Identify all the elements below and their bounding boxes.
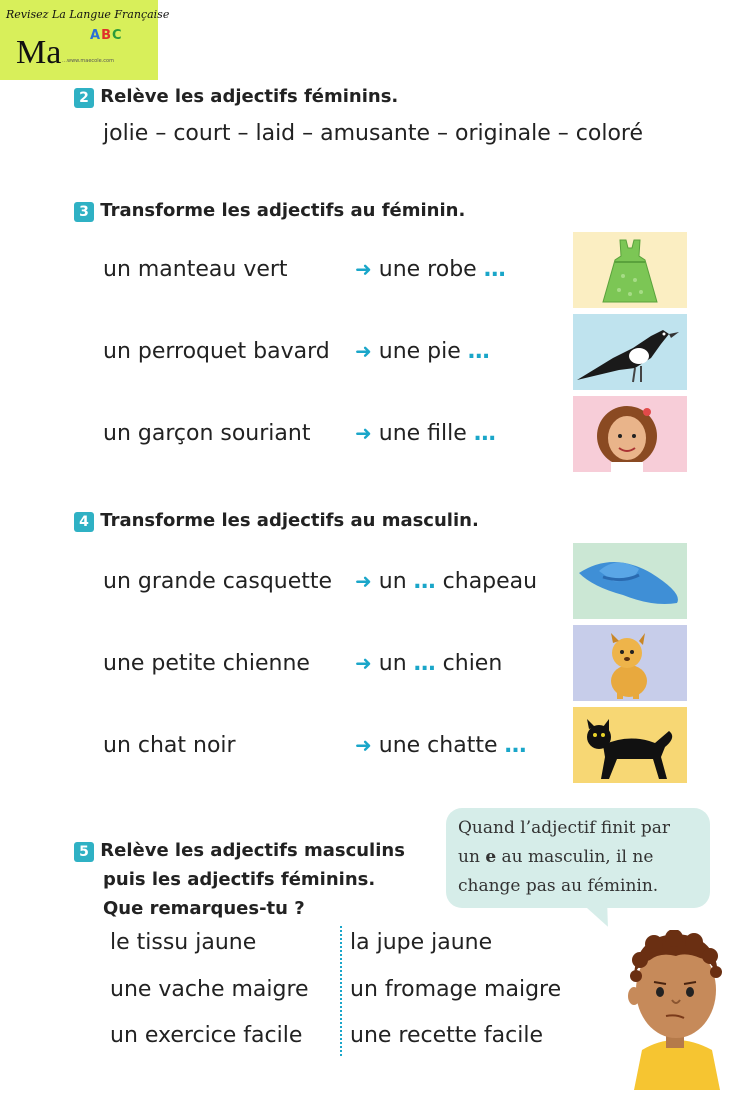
smiling-girl-illustration	[573, 396, 687, 472]
blank-dots: …	[413, 569, 436, 594]
exercise-3-row-2-right	[355, 339, 490, 364]
logo-abc-c: C	[111, 28, 123, 43]
exercise-5-right-3: une recette facile	[350, 1023, 544, 1048]
column-separator	[340, 926, 342, 1056]
answer-prefix: un	[378, 651, 407, 676]
arrow-right-icon: ➜	[355, 733, 372, 757]
exercise-2-title: Relève les adjectifs féminins.	[100, 86, 399, 107]
answer-suffix: chien	[442, 651, 503, 676]
exercise-5-left-3: un exercice facile	[110, 1023, 303, 1048]
exercise-5-title-line-1: Relève les adjectifs masculins	[100, 840, 405, 861]
exercise-3-row-3-left: un garçon souriant	[103, 421, 311, 446]
exercise-3-title: Transforme les adjectifs au féminin.	[100, 200, 466, 221]
bubble-line-3: change pas au féminin.	[458, 876, 659, 896]
logo-abc	[90, 28, 123, 43]
logo-abc-a: A	[90, 28, 102, 43]
exercise-3-row-2-left: un perroquet bavard	[103, 339, 330, 364]
bubble-line-2-bold: e	[485, 847, 497, 867]
black-cat-illustration	[573, 707, 687, 783]
exercise-2-number: 2	[74, 88, 94, 108]
answer-prefix: un	[378, 569, 407, 594]
exercise-4-heading	[74, 510, 479, 532]
magpie-illustration	[573, 314, 687, 390]
exercise-4-row-2-left: une petite chienne	[103, 651, 310, 676]
boy-illustration	[620, 930, 730, 1090]
speech-bubble	[446, 808, 710, 908]
exercise-3-heading	[74, 200, 465, 222]
answer-suffix: chapeau	[442, 569, 538, 594]
bubble-line-1: Quand l’adjectif finit par	[458, 818, 671, 838]
answer-prefix: une pie	[378, 339, 461, 364]
blank-dots: …	[483, 257, 506, 282]
blank-dots: …	[473, 421, 496, 446]
arrow-right-icon: ➜	[355, 651, 372, 675]
exercise-3-row-1-left: un manteau vert	[103, 257, 288, 282]
green-dress-illustration	[573, 232, 687, 308]
arrow-right-icon: ➜	[355, 339, 372, 363]
exercise-4-row-3-right	[355, 733, 527, 758]
exercise-4-row-1-left: un grande casquette	[103, 569, 333, 594]
exercise-4-number: 4	[74, 512, 94, 532]
exercise-3-number: 3	[74, 202, 94, 222]
puppy-illustration	[573, 625, 687, 701]
blank-dots: …	[413, 651, 436, 676]
exercise-4-title: Transforme les adjectifs au masculin.	[100, 510, 479, 531]
arrow-right-icon: ➜	[355, 421, 372, 445]
exercise-4-row-1-right	[355, 569, 537, 594]
logo-abc-b: B	[101, 28, 112, 43]
exercise-5-right-2: un fromage maigre	[350, 977, 562, 1002]
exercise-5-title-line-2: puis les adjectifs féminins.	[103, 869, 376, 890]
exercise-5-left-2: une vache maigre	[110, 977, 309, 1002]
answer-prefix: une robe	[378, 257, 477, 282]
bubble-line-2	[458, 843, 698, 872]
exercise-5-title-line-3: Que remarques-tu ?	[103, 898, 305, 919]
exercise-5-left-1: le tissu jaune	[110, 930, 257, 955]
exercise-5-heading	[74, 836, 405, 923]
exercise-4-row-3-left: un chat noir	[103, 733, 236, 758]
blue-hat-illustration	[573, 543, 687, 619]
arrow-right-icon: ➜	[355, 257, 372, 281]
exercise-2-heading	[74, 86, 398, 108]
blank-dots: …	[467, 339, 490, 364]
logo-ma: Ma	[16, 34, 62, 71]
logo-url: …www.maecole.com	[62, 58, 114, 64]
exercise-2-words: jolie – court – laid – amusante – originale – coloré	[103, 121, 643, 146]
bubble-line-2-post: au masculin, il ne	[501, 847, 654, 867]
logo-tagline: Revisez La Langue Française	[6, 8, 170, 21]
exercise-3-row-3-right	[355, 421, 496, 446]
exercise-3-row-1-right	[355, 257, 506, 282]
arrow-right-icon: ➜	[355, 569, 372, 593]
answer-prefix: une fille	[378, 421, 467, 446]
exercise-4-row-2-right	[355, 651, 502, 676]
exercise-5-number: 5	[74, 842, 94, 862]
answer-prefix: une chatte	[378, 733, 498, 758]
exercise-5-right-1: la jupe jaune	[350, 930, 493, 955]
blank-dots: …	[504, 733, 527, 758]
bubble-line-2-pre: un	[458, 847, 480, 867]
site-logo	[0, 0, 170, 80]
